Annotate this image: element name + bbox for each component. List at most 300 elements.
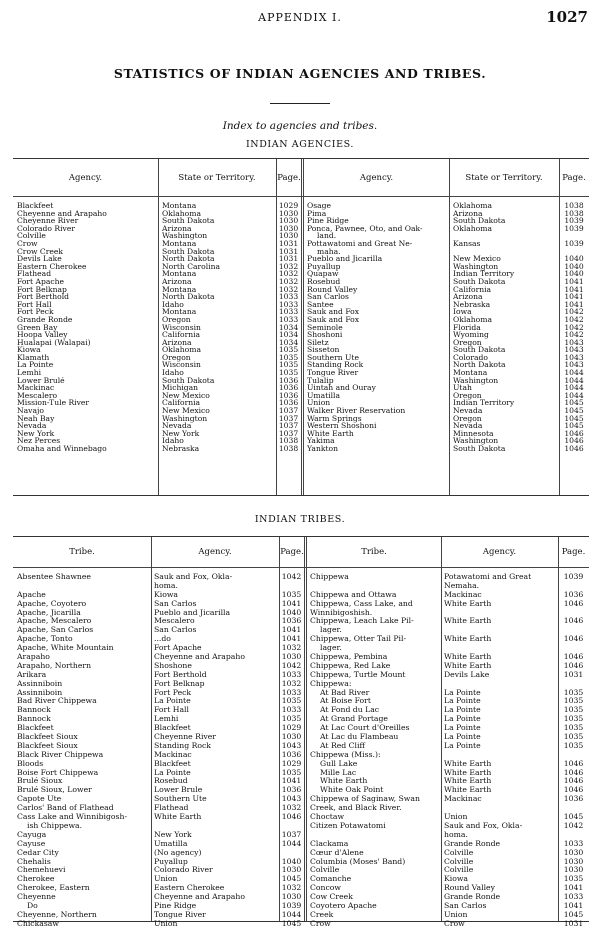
tribe-name: Cheyenne bbox=[17, 893, 56, 902]
table-row bbox=[13, 742, 589, 751]
agency-page: 1029 bbox=[278, 202, 299, 210]
tribe-name: Arapaho bbox=[17, 653, 50, 662]
tribe-page: 1035 bbox=[563, 715, 584, 724]
tribe-name: Cherokee, Eastern bbox=[17, 884, 90, 893]
agency-name: Lower Brulé bbox=[17, 376, 65, 385]
tribe-page: 1030 bbox=[563, 857, 584, 866]
table-row bbox=[13, 210, 589, 218]
agency-name: La Pointe bbox=[17, 361, 54, 370]
agency-state: Arizona bbox=[162, 277, 192, 286]
tribe-name: Chippewa and Ottawa bbox=[310, 590, 397, 599]
tribe-name: Clackama bbox=[310, 839, 349, 848]
agency-state: Oklahoma bbox=[453, 202, 492, 210]
table-row bbox=[13, 911, 589, 920]
agency-name: Walker River Reservation bbox=[307, 407, 406, 416]
table-row bbox=[13, 361, 589, 369]
table-row bbox=[13, 662, 589, 671]
tribe-page: 1036 bbox=[281, 786, 302, 795]
tribe-page: 1029 bbox=[281, 724, 302, 733]
agency-page: 1040 bbox=[564, 262, 584, 271]
tribe-agency: Round Valley bbox=[444, 884, 495, 893]
table-row bbox=[13, 248, 589, 256]
agency-page: 1034 bbox=[278, 338, 299, 347]
agency-name: Kiowa bbox=[17, 346, 41, 355]
agency-state: Oregon bbox=[162, 353, 191, 362]
table-row bbox=[13, 346, 589, 354]
agency-name: White Earth bbox=[307, 429, 354, 438]
tribe-agency: Union bbox=[154, 919, 178, 928]
table-row bbox=[13, 407, 589, 415]
table-row bbox=[13, 777, 589, 786]
agency-page: 1044 bbox=[564, 391, 584, 400]
agency-page: 1038 bbox=[278, 437, 299, 446]
table-row bbox=[13, 437, 589, 445]
agency-name: Fort Berthold bbox=[17, 293, 70, 302]
agency-page: 1044 bbox=[564, 376, 584, 385]
tribe-agency: Cheyenne and Arapaho bbox=[154, 653, 245, 662]
agency-state: Oregon bbox=[453, 414, 482, 423]
tribe-page: 1041 bbox=[281, 626, 302, 635]
agency-page: 1032 bbox=[278, 277, 299, 286]
tribe-name: Apache, Tonto bbox=[17, 635, 73, 644]
table-row bbox=[13, 392, 589, 400]
agency-page: 1033 bbox=[278, 308, 299, 317]
agency-state: Nebraska bbox=[453, 300, 491, 309]
agency-page: 1032 bbox=[278, 285, 299, 294]
tribe-agency: Standing Rock bbox=[154, 741, 211, 750]
agency-state: South Dakota bbox=[162, 217, 215, 226]
tribe-name: Chippewa, Leach Lake Pil- bbox=[310, 617, 414, 626]
tribe-name: Absentee Shawnee bbox=[17, 573, 91, 581]
agency-name: Shoshoni bbox=[307, 331, 343, 340]
tribe-page: 1046 bbox=[563, 661, 584, 670]
tribe-page: 1043 bbox=[281, 795, 302, 804]
tribe-page: 1041 bbox=[563, 884, 584, 893]
tribe-agency: White Earth bbox=[444, 786, 492, 795]
agency-state: North Dakota bbox=[162, 255, 215, 264]
header-tribe-left: Tribe. bbox=[69, 547, 95, 557]
tribe-name: At Lac Court d'Oreilles bbox=[320, 724, 410, 733]
tribe-agency: Umatilla bbox=[154, 839, 188, 848]
table-row bbox=[13, 671, 589, 680]
agency-page: 1030 bbox=[278, 209, 299, 218]
table-row bbox=[13, 733, 589, 742]
agency-page: 1045 bbox=[564, 407, 584, 416]
agency-state: Utah bbox=[453, 384, 472, 393]
agency-name: Sisseton bbox=[307, 346, 340, 355]
agency-page: 1042 bbox=[564, 331, 584, 340]
tribe-agency: Union bbox=[154, 875, 178, 884]
tribe-name: Brulé Sioux, Lower bbox=[17, 786, 92, 795]
table-row bbox=[13, 689, 589, 698]
tribe-page: 1046 bbox=[563, 635, 584, 644]
tribe-agency: Sauk and Fox, Okla- bbox=[154, 573, 233, 581]
agency-page: 1036 bbox=[278, 376, 299, 385]
tribe-name: Cœur d'Alene bbox=[310, 848, 364, 857]
agency-state: Oklahoma bbox=[162, 209, 201, 218]
table-row bbox=[13, 635, 589, 644]
agency-name: Rosebud bbox=[307, 277, 341, 286]
agency-page: 1038 bbox=[564, 202, 584, 210]
tribe-agency: Fort Hall bbox=[154, 706, 189, 715]
table-row bbox=[13, 866, 589, 875]
agency-name: Nevada bbox=[17, 422, 47, 431]
tribe-name: Bannock bbox=[17, 715, 51, 724]
tribe-agency: Fort Peck bbox=[154, 688, 192, 697]
tribe-page: 1046 bbox=[563, 653, 584, 662]
tribe-name: Gull Lake bbox=[320, 759, 358, 768]
tribe-page: 1035 bbox=[563, 697, 584, 706]
table-row bbox=[13, 849, 589, 858]
agency-name: Navajo bbox=[17, 407, 44, 416]
table-row bbox=[13, 430, 589, 438]
agency-page: 1039 bbox=[564, 224, 584, 233]
index-subtitle: Index to agencies and tribes. bbox=[222, 120, 378, 132]
tribe-agency: San Carlos bbox=[154, 599, 197, 608]
agency-page: 1040 bbox=[564, 270, 584, 279]
agency-page: 1035 bbox=[278, 369, 299, 378]
tribe-name: Cedar City bbox=[17, 848, 59, 857]
tribe-name: Chippewa, Turtle Mount bbox=[310, 670, 406, 679]
agency-name: Sauk and Fox bbox=[307, 308, 360, 317]
agency-state: North Carolina bbox=[162, 262, 221, 271]
agency-state: Nevada bbox=[162, 422, 192, 431]
tribe-page: 1041 bbox=[563, 901, 584, 910]
table-row bbox=[13, 573, 589, 582]
table-row bbox=[13, 600, 589, 609]
table-row bbox=[13, 377, 589, 385]
tribe-agency: Southern Ute bbox=[154, 795, 207, 804]
agency-page: 1034 bbox=[278, 331, 299, 340]
agency-state: Iowa bbox=[453, 308, 472, 317]
agency-state: Washington bbox=[453, 376, 499, 385]
tribe-agency: Grande Ronde bbox=[444, 839, 501, 848]
tribe-name: Do bbox=[27, 901, 38, 910]
agency-page: 1040 bbox=[564, 255, 584, 264]
tribe-page: 1036 bbox=[281, 750, 302, 759]
agency-name: Union bbox=[307, 399, 331, 408]
tribe-name: At Red Cliff bbox=[320, 741, 365, 750]
table-row bbox=[13, 354, 589, 362]
tribe-page: 1033 bbox=[563, 893, 584, 902]
tribe-page: 1045 bbox=[281, 919, 302, 928]
agency-name: Nez Perces bbox=[17, 437, 61, 446]
agency-page: 1042 bbox=[564, 315, 584, 324]
table-row bbox=[13, 786, 589, 795]
tribe-page: 1033 bbox=[281, 670, 302, 679]
tribe-name: Chippewa of Saginaw, Swan bbox=[310, 795, 420, 804]
agency-name: Green Bay bbox=[17, 323, 58, 332]
agency-state: South Dakota bbox=[453, 445, 506, 453]
tribe-page: 1033 bbox=[281, 706, 302, 715]
tribe-agency: La Pointe bbox=[154, 768, 191, 777]
tribe-name: White Oak Point bbox=[320, 786, 384, 795]
tribe-name: Choctaw bbox=[310, 813, 345, 822]
table-row bbox=[13, 308, 589, 316]
agency-name: Hoopa Valley bbox=[17, 331, 68, 340]
tribe-name: Chickasaw bbox=[17, 919, 59, 928]
table-row bbox=[13, 706, 589, 715]
agency-page: 1039 bbox=[564, 239, 584, 248]
tribe-page: 1035 bbox=[563, 875, 584, 884]
tribe-agency: Sauk and Fox, Okla- bbox=[444, 821, 523, 830]
agency-page: 1045 bbox=[564, 414, 584, 423]
agency-name: Seminole bbox=[307, 323, 343, 332]
tribe-page: 1045 bbox=[563, 910, 584, 919]
tribe-agency: White Earth bbox=[444, 635, 492, 644]
agency-name: Fort Hall bbox=[17, 300, 52, 309]
agency-name: Grande Ronde bbox=[17, 315, 73, 324]
agency-page: 1041 bbox=[564, 277, 584, 286]
table-row bbox=[13, 920, 589, 929]
agency-name: Round Valley bbox=[307, 285, 358, 294]
table-row bbox=[13, 339, 589, 347]
tribe-name: Creek bbox=[310, 910, 334, 919]
table-row bbox=[13, 760, 589, 769]
agency-page: 1035 bbox=[278, 353, 299, 362]
tribe-name: Apache, San Carlos bbox=[17, 626, 94, 635]
tribe-name: Concow bbox=[310, 884, 341, 893]
table-row bbox=[13, 751, 589, 760]
agency-state: Arizona bbox=[453, 293, 483, 302]
tribes-table-header bbox=[13, 537, 589, 568]
table-row bbox=[13, 680, 589, 689]
tribe-name: Blackfeet bbox=[17, 724, 54, 733]
tribe-agency: Pueblo and Jicarilla bbox=[154, 608, 231, 617]
agency-name: Santee bbox=[307, 300, 334, 309]
agency-page: 1041 bbox=[564, 285, 584, 294]
table-row bbox=[13, 202, 589, 210]
tribe-name: Cow Creek bbox=[310, 893, 353, 902]
tribe-agency: Crow bbox=[444, 919, 465, 928]
tribe-page: 1030 bbox=[281, 893, 302, 902]
agency-page: 1031 bbox=[278, 239, 299, 248]
tribe-name: At Grand Portage bbox=[320, 715, 388, 724]
tribe-agency: ...do bbox=[154, 635, 171, 644]
tribe-agency: Eastern Cherokee bbox=[154, 884, 225, 893]
agency-name: Flathead bbox=[17, 270, 52, 279]
tribe-page: 1035 bbox=[281, 590, 302, 599]
tribe-agency: La Pointe bbox=[444, 697, 481, 706]
tribe-agency: Colville bbox=[444, 848, 474, 857]
agency-page: 1036 bbox=[278, 391, 299, 400]
agency-state: Idaho bbox=[162, 437, 184, 446]
tribe-agency: Nemaha. bbox=[444, 581, 480, 590]
agency-name: San Carlos bbox=[307, 293, 349, 302]
agency-state: North Dakota bbox=[162, 293, 215, 302]
agency-name: Blackfeet bbox=[17, 202, 54, 210]
tribe-agency: White Earth bbox=[444, 777, 492, 786]
table-row bbox=[13, 644, 589, 653]
table-row bbox=[13, 769, 589, 778]
agency-page: 1041 bbox=[564, 300, 584, 309]
agency-name: Devils Lake bbox=[17, 255, 62, 264]
agency-page: 1043 bbox=[564, 361, 584, 370]
table-row bbox=[13, 255, 589, 263]
header-page-left: Page. bbox=[280, 547, 304, 557]
agency-state: Oregon bbox=[453, 391, 482, 400]
tribe-page: 1035 bbox=[563, 724, 584, 733]
tribe-agency: Fort Berthold bbox=[154, 670, 207, 679]
agency-name: Uintah and Ouray bbox=[307, 384, 376, 393]
table-row bbox=[13, 369, 589, 377]
tribe-name: Apache, Coyotero bbox=[17, 599, 87, 608]
agency-state: Michigan bbox=[162, 384, 199, 393]
tribe-agency: Mackinac bbox=[444, 795, 482, 804]
title-rule bbox=[270, 103, 330, 104]
agency-name: Pottawatomi and Great Ne- bbox=[307, 239, 413, 248]
agency-name: Colville bbox=[17, 232, 46, 241]
agency-state: Indian Territory bbox=[453, 270, 515, 279]
tribe-agency: La Pointe bbox=[444, 741, 481, 750]
tribe-agency: White Earth bbox=[444, 768, 492, 777]
tribe-agency: Mackinac bbox=[444, 590, 482, 599]
tribe-page: 1031 bbox=[563, 919, 584, 928]
tribe-name: Creek, and Black River. bbox=[310, 804, 402, 813]
tribe-page: 1036 bbox=[563, 795, 584, 804]
tribe-name: Columbia (Moses' Band) bbox=[310, 857, 406, 866]
header-page-right: Page. bbox=[562, 172, 586, 183]
agency-state: New York bbox=[162, 429, 200, 438]
tribe-page: 1030 bbox=[281, 866, 302, 875]
agency-name: maha. bbox=[317, 247, 341, 256]
agency-state: Washington bbox=[453, 437, 499, 446]
tribe-page: 1046 bbox=[563, 617, 584, 626]
tribe-name: Blackfeet Sioux bbox=[17, 733, 78, 742]
table-row bbox=[13, 286, 589, 294]
tribe-page: 1035 bbox=[281, 768, 302, 777]
agency-page: 1043 bbox=[564, 353, 584, 362]
tribe-agency: New York bbox=[154, 830, 192, 839]
tribe-agency: homa. bbox=[154, 581, 178, 590]
tribe-name: Colville bbox=[310, 866, 340, 875]
table-row bbox=[13, 331, 589, 339]
agency-page: 1046 bbox=[564, 437, 584, 446]
header-agency-right: Agency. bbox=[359, 172, 394, 183]
agency-name: Hualapai (Walapai) bbox=[17, 338, 91, 347]
table-row bbox=[13, 697, 589, 706]
tribe-agency: White Earth bbox=[444, 599, 492, 608]
agency-name: Colorado River bbox=[17, 224, 75, 233]
tribe-page: 1042 bbox=[281, 661, 302, 670]
tribe-agency: La Pointe bbox=[444, 724, 481, 733]
tribe-agency: White Earth bbox=[444, 617, 492, 626]
table-row bbox=[13, 831, 589, 840]
tribe-agency: Kiowa bbox=[154, 590, 178, 599]
tribe-page: 1040 bbox=[281, 857, 302, 866]
tribe-name: Assinniboin bbox=[17, 688, 63, 697]
agencies-table bbox=[13, 158, 589, 496]
tribe-name: At Fond du Lac bbox=[320, 706, 380, 715]
agency-name: Yakima bbox=[307, 437, 335, 446]
tribe-name: Comanche bbox=[310, 875, 352, 884]
tribe-agency: White Earth bbox=[154, 813, 202, 822]
agency-state: Indian Territory bbox=[453, 399, 515, 408]
agency-name: Standing Rock bbox=[307, 361, 364, 370]
table-row bbox=[13, 217, 589, 225]
table-row bbox=[13, 293, 589, 301]
tribe-name: Apache, Jicarilla bbox=[17, 608, 81, 617]
agency-page: 1043 bbox=[564, 346, 584, 355]
tribe-page: 1035 bbox=[563, 733, 584, 742]
tribe-agency: Grande Ronde bbox=[444, 893, 501, 902]
tribe-agency: Blackfeet bbox=[154, 724, 191, 733]
header-page-right: Page. bbox=[561, 547, 586, 557]
tribe-agency: La Pointe bbox=[154, 697, 191, 706]
table-row bbox=[13, 278, 589, 286]
agency-state: Arizona bbox=[162, 338, 192, 347]
table-row bbox=[13, 324, 589, 332]
agency-state: Wyoming bbox=[453, 331, 489, 340]
tribe-agency: Potawatomi and Great bbox=[444, 573, 532, 581]
tribe-agency: La Pointe bbox=[444, 733, 481, 742]
tribe-agency: White Earth bbox=[444, 759, 492, 768]
tribe-agency: La Pointe bbox=[444, 706, 481, 715]
agencies-rows bbox=[13, 202, 589, 453]
table-row bbox=[13, 626, 589, 635]
tribe-name: Apache, White Mountain bbox=[17, 644, 114, 653]
agency-state: Nevada bbox=[453, 407, 483, 416]
tribe-name: Cayuse bbox=[17, 839, 46, 848]
tribe-name: Winnibigoshish. bbox=[310, 608, 373, 617]
tribe-name: lager. bbox=[320, 626, 342, 635]
tribe-page: 1030 bbox=[563, 848, 584, 857]
tribe-name: Black River Chippewa bbox=[17, 750, 104, 759]
agency-state: Oklahoma bbox=[453, 315, 492, 324]
tribe-agency: Colorado River bbox=[154, 866, 213, 875]
agency-name: Quapaw bbox=[307, 270, 339, 279]
tribe-agency: Kiowa bbox=[444, 875, 468, 884]
tribe-page: 1035 bbox=[563, 741, 584, 750]
agency-page: 1039 bbox=[564, 217, 584, 226]
agency-state: California bbox=[162, 399, 201, 408]
tribe-page: 1035 bbox=[281, 715, 302, 724]
table-row bbox=[13, 301, 589, 309]
agency-state: California bbox=[453, 285, 492, 294]
tribe-name: Boise Fort Chippewa bbox=[17, 768, 99, 777]
tribe-agency: Union bbox=[444, 813, 468, 822]
agency-page: 1046 bbox=[564, 445, 584, 453]
agency-page: 1035 bbox=[278, 346, 299, 355]
agency-name: Pine Ridge bbox=[307, 217, 349, 226]
tribe-name: Bloods bbox=[17, 759, 44, 768]
tribe-name: Bannock bbox=[17, 706, 51, 715]
agency-page: 1031 bbox=[278, 255, 299, 264]
agency-name: New York bbox=[17, 429, 55, 438]
agency-name: Mission-Tule River bbox=[17, 399, 90, 408]
tribe-agency: Mescalero bbox=[154, 617, 195, 626]
tribe-page: 1030 bbox=[563, 866, 584, 875]
agency-state: Montana bbox=[162, 270, 197, 279]
tribe-agency: White Earth bbox=[444, 653, 492, 662]
agency-page: 1036 bbox=[278, 399, 299, 408]
table-row bbox=[13, 384, 589, 392]
tribe-name: Mille Lac bbox=[320, 768, 357, 777]
tribes-table bbox=[13, 536, 589, 928]
tribe-page: 1039 bbox=[563, 573, 584, 581]
tribe-name: Cass Lake and Winnibigosh- bbox=[17, 813, 128, 822]
agency-name: Omaha and Winnebago bbox=[17, 445, 107, 453]
tribe-name: Blackfeet Sioux bbox=[17, 741, 78, 750]
table-row bbox=[13, 399, 589, 407]
tribe-page: 1036 bbox=[563, 590, 584, 599]
tribe-agency: La Pointe bbox=[444, 715, 481, 724]
tribe-name: Arapaho, Northern bbox=[17, 661, 92, 670]
agency-page: 1044 bbox=[564, 384, 584, 393]
table-row bbox=[13, 582, 589, 591]
agency-page: 1041 bbox=[564, 293, 584, 302]
agency-state: South Dakota bbox=[162, 247, 215, 256]
